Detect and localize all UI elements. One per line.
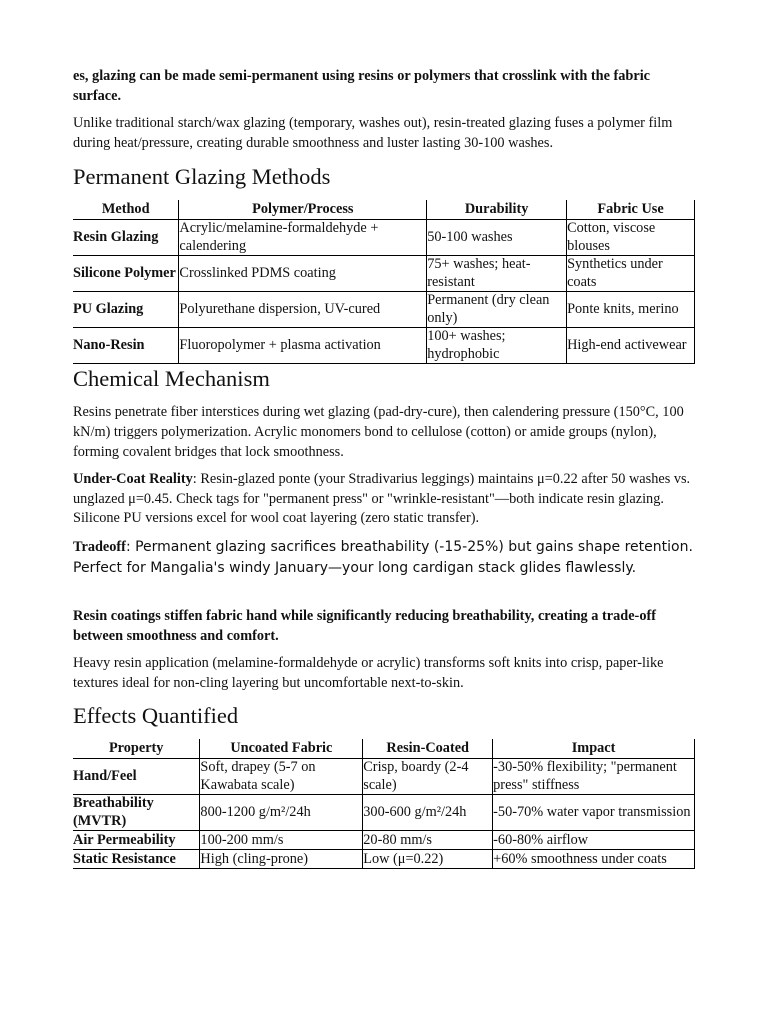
table-cell: Air Permeability — [73, 831, 200, 850]
table-row — [73, 850, 695, 869]
table-cell: PU Glazing — [73, 292, 179, 328]
permanent-methods-heading: Permanent Glazing Methods — [73, 164, 331, 190]
table-cell: 50-100 washes — [427, 220, 567, 256]
column-header: Property — [73, 739, 200, 759]
table-cell: 75+ washes; heat-resistant — [427, 256, 567, 292]
table-cell: Static Resistance — [73, 850, 200, 869]
effects-heading: Effects Quantified — [73, 703, 239, 729]
table-cell: 300-600 g/m²/24h — [363, 795, 493, 831]
column-header: Fabric Use — [567, 200, 695, 220]
table-cell: Soft, drapey (5-7 on Kawabata scale) — [200, 759, 363, 795]
table-cell: High-end activewear — [567, 328, 695, 364]
resin-lead: Resin coatings stiffen fabric hand while significantly reducing breathability, creating a trade-off between smoothness and comfort. — [73, 607, 656, 644]
undercoat-text: : Resin-glazed ponte (your Stradivarius leggings) maintains μ=0.22 after 50 washes vs. unglazed μ=0.45. Check tags for "permanent press" or "wrinkle-resistant"—both indicate resin glazing. Silicone PU versions excel for wool coat layering (zero static transfer). — [73, 471, 691, 527]
column-header: Impact — [493, 739, 695, 759]
table-row — [73, 220, 695, 256]
table-cell: Fluoropolymer + plasma activation — [179, 328, 427, 364]
table-cell: Cotton, viscose blouses — [567, 220, 695, 256]
permanent-methods-table — [73, 200, 695, 364]
table-cell: High (cling-prone) — [200, 850, 363, 869]
table-row — [73, 256, 695, 292]
column-header: Polymer/Process — [179, 200, 427, 220]
document-page — [73, 0, 695, 869]
resin-body: Heavy resin application (melamine-formaldehyde or acrylic) transforms soft knits into crisp, paper-like textures ideal for non-cling layering but uncomfortable next-to-skin. — [73, 655, 664, 691]
table-cell: Synthetics under coats — [567, 256, 695, 292]
table-row — [73, 292, 695, 328]
column-header: Method — [73, 200, 179, 220]
table-cell: 20-80 mm/s — [363, 831, 493, 850]
table-cell: Low (μ=0.22) — [363, 850, 493, 869]
column-header: Resin-Coated — [363, 739, 493, 759]
undercoat-paragraph — [73, 470, 695, 529]
table-cell: +60% smoothness under coats — [493, 850, 695, 869]
table-cell: -30-50% flexibility; "permanent press" stiffness — [493, 759, 695, 795]
table-cell: Ponte knits, merino — [567, 292, 695, 328]
table-cell: Crisp, boardy (2-4 scale) — [363, 759, 493, 795]
table-cell: 100-200 mm/s — [200, 831, 363, 850]
table-row — [73, 328, 695, 364]
column-header: Durability — [427, 200, 567, 220]
table-cell: Nano-Resin — [73, 328, 179, 364]
table-cell: 800-1200 g/m²/24h — [200, 795, 363, 831]
table-cell: -50-70% water vapor transmission — [493, 795, 695, 831]
table-cell: Crosslinked PDMS coating — [179, 256, 427, 292]
tradeoff-paragraph — [73, 537, 695, 579]
effects-table — [73, 739, 695, 869]
chemical-body: Resins penetrate fiber interstices during wet glazing (pad-dry-cure), then calendering pressure (150°C, 100 kN/m) triggers polymerization. Acrylic monomers bond to cellulose (cotton) or amide groups (nylon), forming covalent bridges that lock smoothness. — [73, 404, 684, 460]
table-cell: Polyurethane dispersion, UV-cured — [179, 292, 427, 328]
table-cell: Resin Glazing — [73, 220, 179, 256]
intro-body: Unlike traditional starch/wax glazing (temporary, washes out), resin-treated glazing fuses a polymer film during heat/pressure, creating durable smoothness and luster lasting 30-100 washes. — [73, 115, 673, 151]
chemical-mechanism-heading: Chemical Mechanism — [73, 366, 270, 392]
column-header: Uncoated Fabric — [200, 739, 363, 759]
table-cell: Acrylic/melamine-formaldehyde + calendering — [179, 220, 427, 256]
table-cell: Silicone Polymer — [73, 256, 179, 292]
table-cell: Breathability (MVTR) — [73, 795, 200, 831]
table-header-row — [73, 739, 695, 759]
table-cell: Permanent (dry clean only) — [427, 292, 567, 328]
table-cell: -60-80% airflow — [493, 831, 695, 850]
table-cell: 100+ washes; hydrophobic — [427, 328, 567, 364]
table-cell: Hand/Feel — [73, 759, 200, 795]
intro-lead: es, glazing can be made semi-permanent using resins or polymers that crosslink with the fabric surface. — [73, 68, 651, 104]
undercoat-label: Under-Coat Reality — [73, 471, 193, 488]
table-row — [73, 831, 695, 850]
tradeoff-label: Tradeoff — [73, 538, 126, 555]
tradeoff-text: : Permanent glazing sacrifices breathability (-15-25%) but gains shape retention. Perfect for Mangalia's windy January—your long cardigan stack glides flawlessly. — [73, 538, 693, 576]
table-header-row — [73, 200, 695, 220]
table-row — [73, 759, 695, 795]
table-row — [73, 795, 695, 831]
